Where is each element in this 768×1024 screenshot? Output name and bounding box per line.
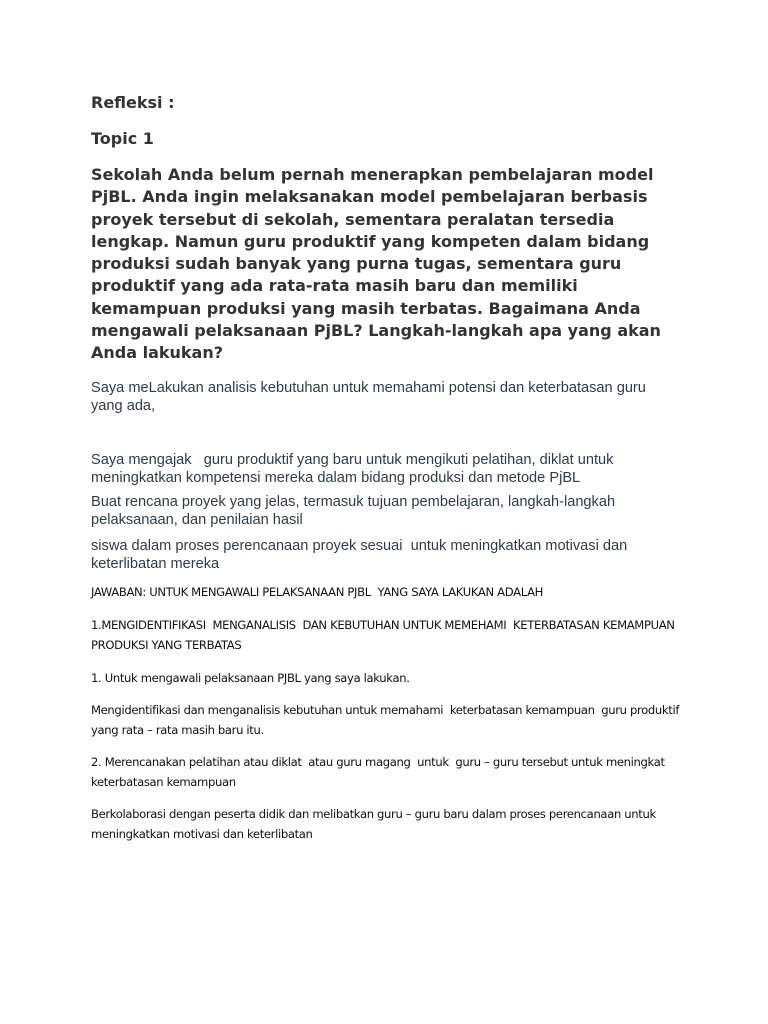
question-text: Sekolah Anda belum pernah menerapkan pembelajaran model PjBL. Anda ingin melaksanakan model pembelajaran berbasis proyek tersebut di sekolah, sementara peralatan tersedia lengkap. Namun guru produktif yang kompeten dalam bidang produksi sudah banyak yang purna tugas, sementara guru produktif yang ada rata-rata masih baru dan memiliki kemampuan produksi yang masih terbatas. Bagaimana Anda mengawali pelaksanaan PjBL? Langkah-langkah apa yang akan Anda lakukan?	[91, 165, 661, 363]
paragraph-students: siswa dalam proses perencanaan proyek sesuai untuk meningkatkan motivasi dan keterlibatan mereka	[91, 537, 628, 572]
answer-line-1: 1. Untuk mengawali pelaksanaan PJBL yang saya lakukan.	[91, 670, 410, 685]
heading-topic: Topic 1	[91, 129, 154, 148]
paragraph-plan: Buat rencana proyek yang jelas, termasuk tujuan pembelajaran, langkah-langkah pelaksanaan, dan penilaian hasil	[91, 493, 616, 528]
answer-point-upper: 1.MENGIDENTIFIKASI MENGANALISIS DAN KEBUTUHAN UNTUK MEMEHAMI KETERBATASAN KEMAMPUAN PRODUKSI YANG TERBATAS	[91, 617, 675, 652]
paragraph-analysis: Saya meLakukan analisis kebutuhan untuk memahami potensi dan keterbatasan guru yang ada,	[91, 379, 646, 414]
document-body	[91, 92, 681, 856]
answer-line-3: 2. Merencanakan pelatihan atau diklat atau guru magang untuk guru – guru tersebut untuk meningkat keterbatasan kemampuan	[91, 754, 665, 789]
answer-heading: JAWABAN: UNTUK MENGAWALI PELAKSANAAN PJBL YANG SAYA LAKUKAN ADALAH	[91, 584, 544, 599]
heading-refleksi: Refleksi :	[91, 93, 175, 112]
answer-line-4: Berkolaborasi dengan peserta didik dan melibatkan guru – guru baru dalam proses perencanaan untuk meningkatkan motivasi dan keterlibatan	[91, 806, 656, 841]
answer-line-2: Mengidentifikasi dan menganalisis kebutuhan untuk memahami keterbatasan kemampuan guru produktif yang rata – rata masih baru itu.	[91, 702, 680, 737]
paragraph-training: Saya mengajak guru produktif yang baru untuk mengikuti pelatihan, diklat untuk meningkatkan kompetensi mereka dalam bidang produksi dan metode PjBL	[91, 451, 614, 486]
